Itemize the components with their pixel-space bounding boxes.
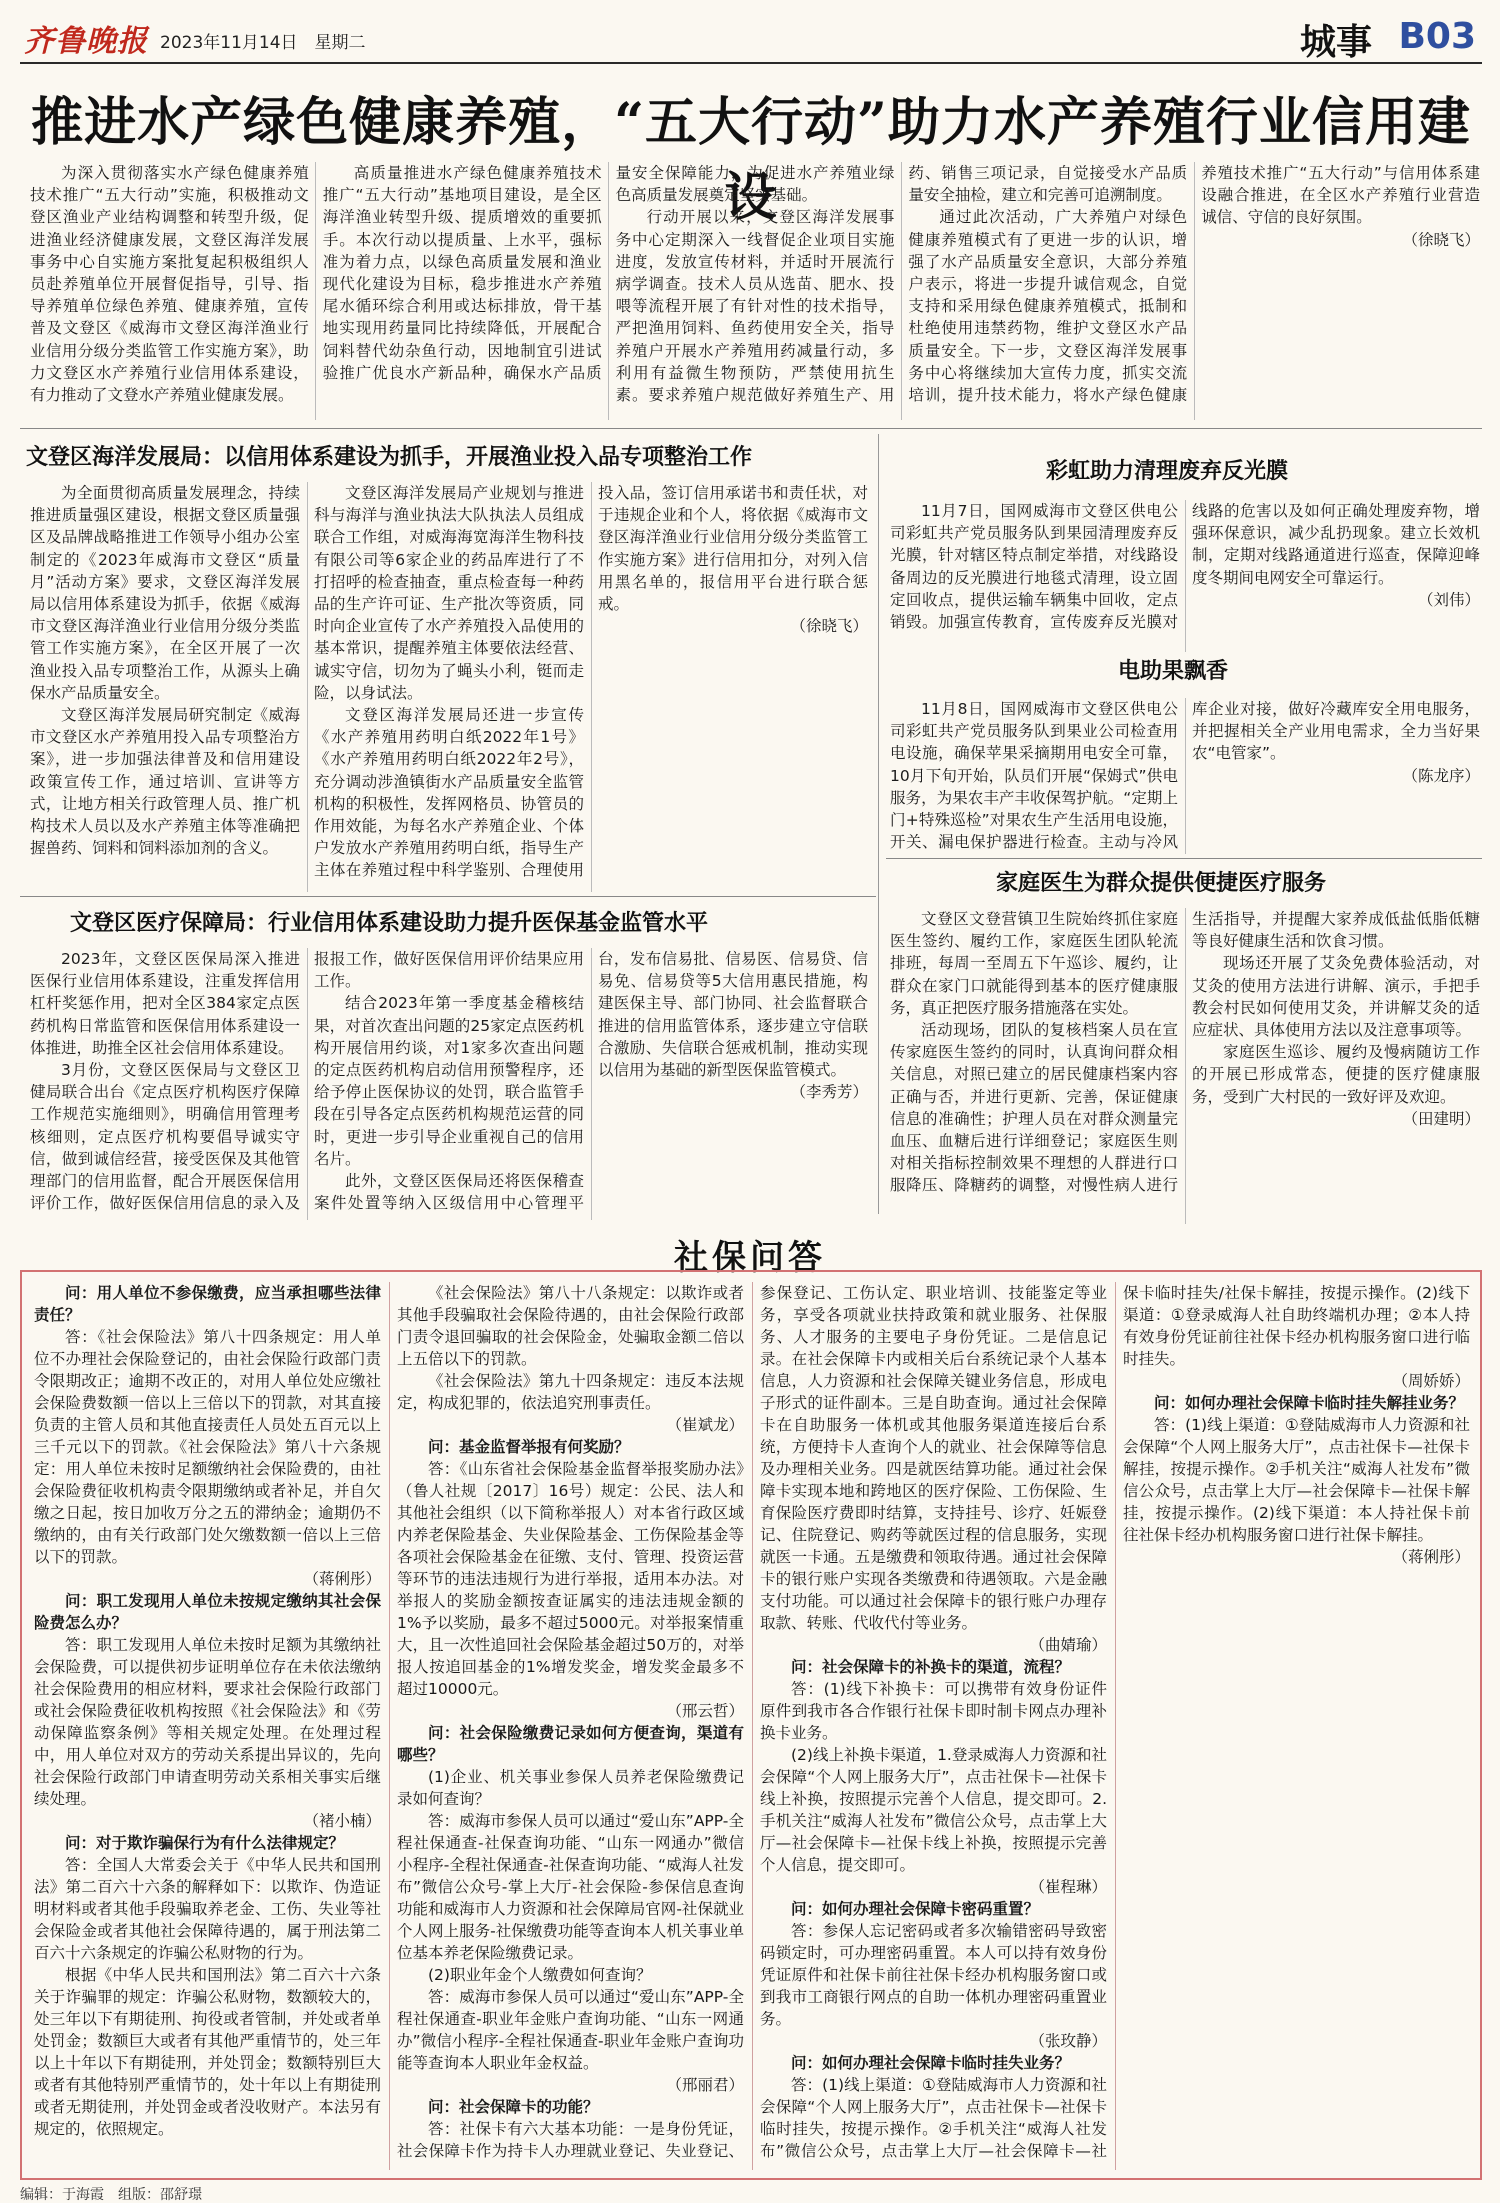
- byline: （邢丽君）: [666, 2076, 744, 2094]
- main-headline: 推进水产绿色健康养殖，“五大行动”助力水产养殖行业信用建设: [31, 92, 1471, 228]
- medical-insurance-paragraph: 2023年，文登区医保局深入推进医保行业信用体系建设，注重发挥信用杠杆奖惩作用，把对全区384家定点医药机构日常监管和医保信用体系建设一体推进，助推全区社会信用体系建设。: [30, 950, 300, 1057]
- byline: （崔斌龙）: [666, 1416, 744, 1434]
- qa-answer: 《社会保险法》第八十八条规定：以欺诈或者其他手段骗取社会保险待遇的，由社会保险行政部门责令退回骗取的社会保险金，处骗取金额二倍以上五倍以下的罚款。: [397, 1284, 744, 1368]
- qa-question: 问：如何办理社会保障卡临时挂失解挂业务？: [1154, 1394, 1465, 1412]
- divider: [886, 858, 1482, 859]
- byline: （褚小楠）: [303, 1812, 381, 1830]
- qa-section-title: 社保问答: [674, 1238, 826, 1278]
- section-name: 城事: [1299, 22, 1372, 63]
- family-doctor-paragraph: 活动现场，团队的复核档案人员在宣传家庭医生签约的同时，认真询问群众相关信息，对照已建立的居民健康档案内容正确与否，并进行更新、完善，保证健康信息的准确性；护理人员在对群众测量完血压、血糖后进行详细登记；家庭医生则对相关指标控制效果不理想的人群进行口服降压、降糖药的调整，对慢性病人进行生活指导，并提醒大家养成低盐低脂低糖等良好健康生活和饮食习惯。: [890, 910, 1480, 1195]
- qa-question: 问：如何办理社会保障卡临时挂失业务？: [791, 2054, 1071, 2072]
- article6-title: 家庭医生为群众提供便捷医疗服务: [996, 870, 1327, 896]
- article4-title: 彩虹助力清理废弃反光膜: [1046, 458, 1289, 484]
- qa-answer: 答：(1)线上渠道：①登陆威海市人力资源和社会保障“个人网上服务大厅”，点击社保卡—社保卡临时挂失，按提示操作。②手机关注“威海人社发布”微信公众号，点击掌上大厅—社会保障卡—社保卡临时挂失/社保卡解挂，按提示操作。(2)线下渠道：①登录威海人社自助终端机办理；②本人持有效身份凭证前往社保卡经办机构服务窗口进行临时挂失。: [760, 1284, 1470, 2160]
- article3-title: 文登区医疗保障局：行业信用体系建设助力提升医保基金监管水平: [70, 910, 709, 936]
- byline: （周娇娇）: [1392, 1372, 1470, 1390]
- byline: （徐晓飞）: [1402, 230, 1480, 249]
- qa-answer: 答：《社会保险法》第八十四条规定：用人单位不办理社会保险登记的，由社会保险行政部门责令限期改正；逾期不改正的，对用人单位处应缴社会保险费数额一倍以上三倍以下的罚款，对其直接负责的主管人员和其他直接责任人员处五百元以上三千元以下的罚款。《社会保险法》第八十六条规定：用人单位未按时足额缴纳社会保险费的，由社会保险费征收机构责令限期缴纳或者补足，并自欠缴之日起，按日加收万分之五的滞纳金；逾期仍不缴纳的，由有关行政部门处欠缴数额一倍以上三倍以下的罚款。: [34, 1328, 381, 1566]
- byline: （刘伟）: [1417, 590, 1480, 609]
- byline: （李秀芳）: [790, 1083, 868, 1102]
- byline: （邢云哲）: [666, 1702, 744, 1720]
- aquaculture-paragraph: 通过此次活动，广大养殖户对绿色健康养殖模式有了更进一步的认识，增强了水产品质量安全意识，大部分养殖户表示，将进一步提升诚信观念，自觉支持和采用绿色健康养殖模式，抵制和杜绝使用违禁药物，维护文登区水产品质量安全。下一步，文登区海洋发展事务中心将继续加大宣传力度，抓实交流培训，提升技术能力，将水产绿色健康养殖技术推广“五大行动”与信用体系建设融合推进，在全区水产养殖行业营造诚信、守信的良好氛围。: [908, 164, 1480, 405]
- qa-answer: 答：社保卡有六大基本功能：一是身份凭证，社会保障卡作为持卡人办理就业登记、失业登记、参保登记、工伤认定、职业培训、技能鉴定等业务，享受各项就业扶持政策和就业服务、社保服务、人才服务的主要电子身份凭证。二是信息记录。在社会保障卡内或相关后台系统记录个人基本信息，人力资源和社会保障关键业务信息，形成电子形式的证件副本。三是自助查询。通过社会保障卡在自助服务一体机或其他服务渠道连接后台系统，方便持卡人查询个人的就业、社会保障等信息及办理相关业务。四是就医结算功能。通过社会保障卡实现本地和跨地区的医疗保险、工伤保险、生育保险医疗费即时结算，支持挂号、诊疗、妊娠登记、住院登记、购药等就医过程的信息服务，实现就医一卡通。五是缴费和领取待遇。通过社会保障卡的银行账户实现各类缴费和待遇领取。六是金融支付功能。可以通过社会保障卡的银行账户办理存取款、转账、代收代付等业务。: [397, 1284, 1107, 2160]
- masthead: [20, 8, 1482, 64]
- article5-title: 电助果飘香: [1118, 658, 1229, 684]
- qa-answer: 答：《山东省社会保险基金监督举报奖励办法》（鲁人社规〔2017〕16号）规定：公民、法人和其他社会组织（以下简称举报人）对本省行政区域内养老保险基金、失业保险基金、工伤保险基金等各项社会保险基金在征缴、支付、管理、投资运营等环节的违法违规行为进行举报，适用本办法。对举报人的奖励金额按查证属实的违法违规金额的1%予以奖励，最多不超过5000元。对举报案情重大，且一次性追回社会保险基金超过50万的，对举报人按追回基金的1%增发奖金，增发奖金最多不超过10000元。: [397, 1460, 744, 1698]
- article2-title: 文登区海洋发展局：以信用体系建设为抓手，开展渔业投入品专项整治工作: [26, 444, 753, 470]
- qa-answer: (2)职业年金个人缴费如何查询？: [428, 1966, 652, 1984]
- qa-question: 问：社会保险缴费记录如何方便查询，渠道有哪些？: [397, 1724, 744, 1764]
- qa-question: 问：如何办理社会保障卡密码重置？: [791, 1900, 1040, 1918]
- byline: （曲婧瑜）: [1029, 1636, 1107, 1654]
- medical-insurance-paragraph: 此外，文登区医保局还将医保稽查案件处置等纳入区级信用中心管理平台，发布信易批、信易医、信易贷、信易免、信易贷等5大信用惠民措施，构建医保主导、部门协同、社会监督联合推进的信用监管体系，逐步建立守信联合激励、失信联合惩戒机制，推动实现以信用为基础的新型医保监管模式。: [314, 950, 868, 1213]
- qa-answer: 答：(1)线上渠道：①登陆威海市人力资源和社会保障“个人网上服务大厅”，点击社保卡—社保卡解挂，按提示操作。②手机关注“威海人社发布”微信公众号，点击掌上大厅—社会保障卡—社保卡解挂，按提示操作。(2)线下渠道：本人持社保卡前往社保卡经办机构服务窗口进行社保卡解挂。: [1123, 1416, 1470, 1544]
- family-doctor-paragraph: 文登区文登营镇卫生院始终抓住家庭医生签约、履约工作，家庭医生团队轮流排班，每周一至周五下午巡诊、履约，让群众在家门口就能得到基本的医疗健康服务，真正把医疗服务措施落在实处。: [890, 910, 1178, 1017]
- qa-answer: 根据《中华人民共和国刑法》第二百六十六条关于诈骗罪的规定：诈骗公私财物，数额较大的，处三年以下有期徒刑、拘役或者管制，并处或者单处罚金；数额巨大或者有其他严重情节的，处三年以上十年以下有期徒刑，并处罚金；数额特别巨大或者有其他特别严重情节的，处十年以上有期徒刑或者无期徒刑，并处罚金或者没收财产。本法另有规定的，依照规定。: [34, 1966, 381, 2138]
- qa-question: 问：社会保障卡的补换卡的渠道，流程？: [791, 1658, 1071, 1676]
- medical-insurance-paragraph: 结合2023年第一季度基金稽核结果，对首次查出问题的25家定点医药机构开展信用约谈，对1家多次查出问题的定点医药机构启动信用预警程序，还给予停止医保协议的处罚，联合监管手段在引导各定点医药机构规范运营的同时，更进一步引导企业重视自己的信用名片。: [314, 994, 584, 1168]
- marine-bureau-paragraph: 文登区海洋发展局产业规划与推进科与海洋与渔业执法大队执法人员组成联合工作组，对威海海宽海洋生物科技有限公司等6家企业的药品库进行了不打招呼的检查抽查，重点检查每一种药品的生产许可证、生产批次等资质，同时向企业宣传了水产养殖投入品使用的基本常识，提醒养殖主体要依法经营、诚实守信，切勿为了蝇头小利，铤而走险，以身试法。: [314, 484, 584, 702]
- qa-answer: 答：威海市参保人员可以通过“爱山东”APP-全程社保通查-职业年金账户查询功能、“山东一网通办”微信小程序-全程社保通查-职业年金账户查询功能等查询本人职业年金权益。: [397, 1988, 744, 2072]
- article-medical-insurance: [30, 948, 868, 1220]
- article-family-doctor: [890, 908, 1480, 1224]
- byline: （张玫静）: [1029, 2032, 1107, 2050]
- aquaculture-paragraph: 为深入贯彻落实水产绿色健康养殖技术推广“五大行动”实施，积极推动文登区渔业产业结构调整和转型升级，促进渔业经济健康发展，文登区海洋发展事务中心自实施方案批复起积极组织人员赴养殖单位开展督促指导，引导、指导养殖单位绿色养殖、健康养殖，宣传普及文登区《威海市文登区海洋渔业行业信用分级分类监管工作实施方案》，助力文登区水产养殖行业信用体系建设，有力推动了文登水产养殖业健康发展。: [30, 164, 309, 405]
- article-reflective-film: [890, 500, 1480, 652]
- qa-answer: 答：威海市参保人员可以通过“爱山东”APP-全程社保通查-社保查询功能、“山东一网通办”微信小程序-全程社保通查-社保查询功能、“威海人社发布”微信公众号-掌上大厅-社会保险-参保信息查询功能和威海市人力资源和社会保障局官网-社保就业个人网上服务-社保缴费功能等查询本人机关事业单位基本养老保险缴费记录。: [397, 1812, 744, 1962]
- qa-answer: 答：全国人大常委会关于《中华人民共和国刑法》第二百六十六条的解释如下：以欺诈、伪造证明材料或者其他手段骗取养老金、工伤、失业等社会保险金或者其他社会保障待遇的，属于刑法第二百六十六条规定的诈骗公私财物的行为。: [34, 1856, 381, 1962]
- byline: （田建明）: [1402, 1109, 1480, 1128]
- qa-question: 问：对于欺诈骗保行为有什么法律规定？: [65, 1834, 345, 1852]
- editor-credits: 编辑：于海霞 组版：邵舒璟: [20, 2187, 202, 2203]
- medical-insurance-paragraph: 3月份，文登区医保局与文登区卫健局联合出台《定点医疗机构医疗保障工作规范实施细则》，明确信用管理考核细则，定点医疗机构要倡导诚实守信，做到诚信经营，接受医保及其他管理部门的信用监督，配合开展医保信用评价工作，做好医保信用信息的录入及报报工作，做好医保信用评价结果应用工作。: [30, 950, 584, 1213]
- reflective-film-paragraph: 11月7日，国网威海市文登区供电公司彩虹共产党员服务队到果园清理废弃反光膜，针对辖区特点制定举措，对线路设备周边的反光膜进行地毯式清理，设立固定回收点，提供运输车辆集中回收，定点销毁。加强宣传教育，宣传废弃反光膜对线路的危害以及如何正确处理废弃物，增强环保意识，减少乱扔现象。建立长效机制，定期对线路通道进行巡查，保障迎峰度冬期间电网安全可靠运行。: [890, 502, 1480, 632]
- byline: （徐晓飞）: [790, 617, 868, 636]
- qa-question: 问：社会保障卡的功能？: [428, 2098, 599, 2116]
- issue-date: 2023年11月14日 星期二: [160, 33, 366, 53]
- article-aquaculture: [30, 162, 1480, 420]
- marine-bureau-paragraph: 文登区海洋发展局研究制定《威海市文登区水产养殖用投入品专项整治方案》，进一步加强法律普及和信用建设政策宣传工作，通过培训、宣讲等方式，让地方相关行政管理人员、推广机构技术人员以及水产养殖主体等准确把握兽药、饲料和饲料添加剂的含义。: [30, 706, 300, 858]
- qa-answer: 答：(1)线下补换卡：可以携带有效身份证件原件到我市各合作银行社保卡即时制卡网点办理补换卡业务。: [760, 1680, 1107, 1742]
- orchard-power-paragraph: 11月8日，国网威海市文登区供电公司彩虹共产党员服务队到果业公司检查用电设施，确保苹果采摘期用电安全可靠，10月下旬开始，队员们开展“保姆式”供电服务，为果农丰产丰收保驾护航。“定期上门+特殊巡检”对果农生产生活用电设施，开关、漏电保护器进行检查。主动与冷风库企业对接，做好冷藏库安全用电服务，并把握相关全产业用电需求，全力当好果农“电管家”。: [890, 700, 1480, 852]
- divider: [878, 434, 879, 1214]
- qa-question: 问：基金监督举报有何奖励？: [428, 1438, 630, 1456]
- byline: （蒋俐彤）: [303, 1570, 381, 1588]
- qa-answer: 答：职工发现用人单位未按时足额为其缴纳社会保险费，可以提供初步证明单位存在未依法缴纳社会保险费用的相应材料，要求社会保险行政部门或社会保险费征收机构按照《社会保险法》和《劳动保障监察条例》等相关规定处理。在处理过程中，用人单位对双方的劳动关系提出异议的，先向社会保险行政部门申请查明劳动关系相关事实后继续处理。: [34, 1636, 381, 1808]
- newspaper-logo: 齐鲁晚报: [24, 24, 148, 59]
- qa-answer: 答：参保人忘记密码或者多次输错密码导致密码锁定时，可办理密码重置。本人可以持有效身份凭证原件和社保卡前往社保卡经办机构服务窗口或到我市工商银行网点的自助一体机办理密码重置业务。: [760, 1922, 1107, 2028]
- marine-bureau-paragraph: 为全面贯彻高质量发展理念，持续推进质量强区建设，根据文登区质量强区及品牌战略推进工作领导小组办公室制定的《2023年威海市文登区“质量月”活动方案》要求，文登区海洋发展局以信用体系建设为抓手，依据《威海市文登区海洋渔业行业信用分级分类监管工作实施方案》，在全区开展了一次渔业投入品专项整治工作，从源头上确保水产品质量安全。: [30, 484, 300, 702]
- family-doctor-paragraph: 现场还开展了艾灸免费体验活动，对艾灸的使用方法进行讲解、演示，手把手教会村民如何使用艾灸，并讲解艾灸的适应症状、具体使用方法以及注意事项等。: [1192, 954, 1480, 1040]
- byline: （蒋俐彤）: [1392, 1548, 1470, 1566]
- qa-section: [34, 1282, 1470, 2170]
- aquaculture-paragraph: 高质量推进水产绿色健康养殖技术推广“五大行动”基地项目建设，是全区海洋渔业转型升级、提质增效的重要抓手。本次行动以提质量、上水平，强标准为着力点，以绿色高质量发展和渔业现代化建设为目标，稳步推进水产养殖尾水循环综合利用或达标排放，骨干基地实现用药量同比持续降低，开展配合饲料替代幼杂鱼行动，因地制宜引进试验推广优良水产新品种，确保水产品质量安全保障能力，为促进水产养殖业绿色高质量发展奠定坚实基础。: [322, 164, 895, 382]
- article-marine-bureau: [30, 482, 868, 892]
- qa-answer: 《社会保险法》第九十四条规定：违反本法规定，构成犯罪的，依法追究刑事责任。: [397, 1372, 744, 1412]
- divider: [20, 428, 1482, 429]
- article-orchard-power: [890, 698, 1480, 854]
- divider: [20, 896, 876, 897]
- qa-answer: (2)线上补换卡渠道，1.登录威海人力资源和社会保障“个人网上服务大厅”，点击社保卡—社保卡线上补换，按照提示完善个人信息，提交即可。2.手机关注“威海人社发布”微信公众号，点击掌上大厅—社会保障卡—社保卡线上补换，按照提示完善个人信息，提交即可。: [760, 1746, 1107, 1874]
- aquaculture-paragraph: 行动开展以来，文登区海洋发展事务中心定期深入一线督促企业项目实施进度，发放宣传材料，并适时开展流行病学调查。技术人员从选苗、肥水、投喂等流程开展了有针对性的技术指导，严把渔用饲料、鱼药使用安全关，指导养殖户开展水产养殖用药减量行动，多利用有益微生物预防，严禁使用抗生素。要求养殖户规范做好养殖生产、用药、销售三项记录，自觉接受水产品质量安全抽检，建立和完善可追溯制度。: [615, 164, 1188, 405]
- qa-question: 问：职工发现用人单位未按规定缴纳其社会保险费怎么办？: [34, 1592, 381, 1632]
- page-number: B03: [1398, 16, 1476, 57]
- marine-bureau-paragraph: 文登区海洋发展局还进一步宣传《水产养殖用药明白纸2022年1号》《水产养殖用药明白纸2022年2号》，充分调动涉渔镇街水产品质量安全监管机构的积极性，发挥网格员、协管员的作用效能，为每名水产养殖企业、个体户发放水产养殖用药明白纸，指导生产主体在养殖过程中科学鉴别、合理使用投入品，签订信用承诺书和责任状，对于违规企业和个人，将依据《威海市文登区海洋渔业行业信用分级分类监管工作实施方案》进行信用扣分，对列入信用黑名单的，报信用平台进行联合惩戒。: [314, 484, 868, 880]
- qa-answer: (1)企业、机关事业参保人员养老保险缴费记录如何查询？: [397, 1768, 744, 1808]
- family-doctor-paragraph: 家庭医生巡诊、履约及慢病随访工作的开展已形成常态，便捷的医疗健康服务，受到广大村民的一致好评及欢迎。: [1192, 1043, 1480, 1106]
- byline: （陈龙序）: [1402, 766, 1480, 785]
- qa-question: 问：用人单位不参保缴费，应当承担哪些法律责任？: [34, 1284, 381, 1324]
- byline: （崔程琳）: [1029, 1878, 1107, 1896]
